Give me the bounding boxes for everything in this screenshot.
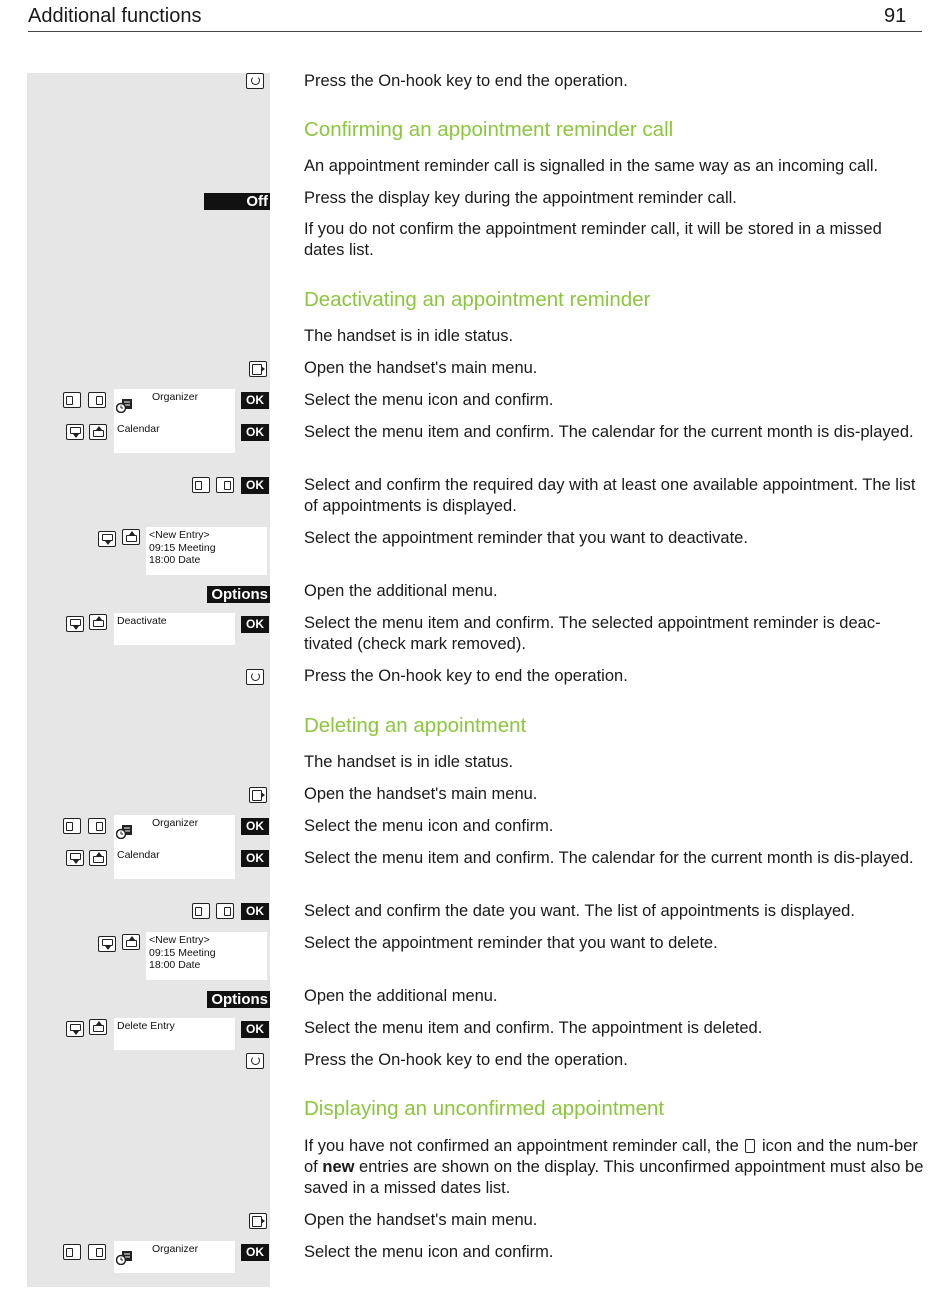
options-display-key: Options <box>207 586 270 603</box>
missed-appointment-icon <box>745 1139 755 1153</box>
control-key-left-icon <box>63 392 81 408</box>
display-calendar <box>114 847 235 879</box>
display-appointment-list <box>146 527 267 575</box>
display-list-item: <New Entry> <box>149 529 210 541</box>
header-title: Additional functions <box>28 5 202 27</box>
control-key-down-icon <box>66 424 84 440</box>
step-text: Select the menu icon and confirm. <box>304 391 554 409</box>
control-key-up-icon <box>122 529 140 545</box>
main-menu-key-icon <box>249 361 267 377</box>
control-key-down-icon <box>98 936 116 952</box>
display-organizer <box>114 815 235 847</box>
step-text: Open the additional menu. <box>304 987 498 1005</box>
step-text: Select the menu item and confirm. The calendar for the current month is dis-played. <box>304 849 914 867</box>
section-heading: Displaying an unconfirmed appointment <box>304 1097 665 1120</box>
on-hook-key-icon <box>246 669 264 685</box>
control-key-down-icon <box>66 616 84 632</box>
display-text: Organizer <box>152 391 199 403</box>
display-list-item: 09:15 Meeting <box>149 541 216 554</box>
ok-key: OK <box>241 424 269 441</box>
display-list-item: 18:00 Date <box>149 554 201 566</box>
display-organizer <box>114 389 235 421</box>
step-text: Select the menu icon and confirm. <box>304 1243 554 1261</box>
on-hook-key-icon <box>246 1053 264 1069</box>
text-fragment: entries are shown on the display. This unconfirmed appointment must also be saved in a missed dates list. <box>304 1158 924 1197</box>
step-text: Select and confirm the date you want. The list of appointments is displayed. <box>304 902 855 920</box>
step-text: Press the On-hook key to end the operation. <box>304 1051 628 1069</box>
control-key-right-icon <box>216 903 234 919</box>
control-key-up-icon <box>89 614 107 630</box>
display-text: Calendar <box>117 849 160 861</box>
ok-key: OK <box>241 616 269 633</box>
step-text: Press the On-hook key to end the operation. <box>304 667 628 685</box>
text-fragment: icon and the num-ber of <box>304 1137 918 1176</box>
control-key-right-icon <box>88 392 106 408</box>
step-text: Select the menu item and confirm. The appointment is deleted. <box>304 1019 763 1037</box>
ok-key: OK <box>241 1244 269 1261</box>
control-key-down-icon <box>98 531 116 547</box>
step-text <box>304 1136 924 1199</box>
display-text: Organizer <box>152 1243 199 1255</box>
display-list-item: 09:15 Meeting <box>149 946 216 959</box>
step-text: The handset is in idle status. <box>304 327 514 345</box>
text-fragment: If you have not confirmed an appointment reminder call, the <box>304 1137 739 1155</box>
step-text: The handset is in idle status. <box>304 753 514 771</box>
organizer-icon <box>116 397 134 413</box>
ok-key: OK <box>241 850 269 867</box>
section-heading: Deactivating an appointment reminder <box>304 288 651 311</box>
control-key-up-icon <box>89 424 107 440</box>
display-text: Organizer <box>152 817 199 829</box>
off-display-key: Off <box>204 193 270 210</box>
step-text: Select the menu item and confirm. The calendar for the current month is dis-played. <box>304 423 914 441</box>
step-text: Press the display key during the appointment reminder call. <box>304 189 737 207</box>
display-deactivate <box>114 613 235 645</box>
control-key-down-icon <box>66 850 84 866</box>
control-key-up-icon <box>89 850 107 866</box>
display-text: Delete Entry <box>117 1020 175 1032</box>
step-text: An appointment reminder call is signalled in the same way as an incoming call. <box>304 157 879 175</box>
options-display-key: Options <box>207 991 270 1008</box>
bold-text: new <box>322 1158 355 1176</box>
control-key-left-icon <box>192 477 210 493</box>
organizer-icon <box>116 1249 134 1265</box>
control-key-left-icon <box>63 1244 81 1260</box>
step-text: Select the appointment reminder that you want to delete. <box>304 934 718 952</box>
ok-key: OK <box>241 392 269 409</box>
main-menu-key-icon <box>249 1213 267 1229</box>
section-heading: Deleting an appointment <box>304 714 527 737</box>
step-text: Select and confirm the required day with at least one available appointment. The list of appointments is displayed. <box>304 476 916 515</box>
display-delete-entry <box>114 1018 235 1050</box>
step-text: Open the handset's main menu. <box>304 1211 538 1229</box>
control-key-up-icon <box>122 934 140 950</box>
step-text: Open the handset's main menu. <box>304 785 538 803</box>
control-key-right-icon <box>216 477 234 493</box>
key-sidebar <box>27 73 270 1287</box>
step-text: Open the handset's main menu. <box>304 359 538 377</box>
step-text: Press the On-hook key to end the operation. <box>304 72 628 90</box>
ok-key: OK <box>241 818 269 835</box>
ok-key: OK <box>241 1021 269 1038</box>
page-number: 91 <box>884 5 907 27</box>
control-key-left-icon <box>192 903 210 919</box>
display-calendar <box>114 421 235 453</box>
display-text: Deactivate <box>117 615 167 627</box>
step-text: Open the additional menu. <box>304 582 498 600</box>
ok-key: OK <box>241 903 269 920</box>
display-list-item: <New Entry> <box>149 934 210 946</box>
control-key-right-icon <box>88 1244 106 1260</box>
display-organizer <box>114 1241 235 1273</box>
on-hook-key-icon <box>246 73 264 89</box>
display-list-item: 18:00 Date <box>149 959 201 971</box>
control-key-right-icon <box>88 818 106 834</box>
organizer-icon <box>116 823 134 839</box>
control-key-left-icon <box>63 818 81 834</box>
section-heading: Confirming an appointment reminder call <box>304 118 674 141</box>
ok-key: OK <box>241 477 269 494</box>
control-key-down-icon <box>66 1021 84 1037</box>
main-menu-key-icon <box>249 787 267 803</box>
display-appointment-list <box>146 932 267 980</box>
header-rule <box>28 31 922 32</box>
step-text: Select the menu icon and confirm. <box>304 817 554 835</box>
step-text: Select the menu item and confirm. The selected appointment reminder is deac-tivated (check mark removed). <box>304 614 881 653</box>
control-key-up-icon <box>89 1019 107 1035</box>
step-text: Select the appointment reminder that you want to deactivate. <box>304 529 748 547</box>
display-text: Calendar <box>117 423 160 435</box>
step-text: If you do not confirm the appointment reminder call, it will be stored in a missed dates list. <box>304 220 882 259</box>
